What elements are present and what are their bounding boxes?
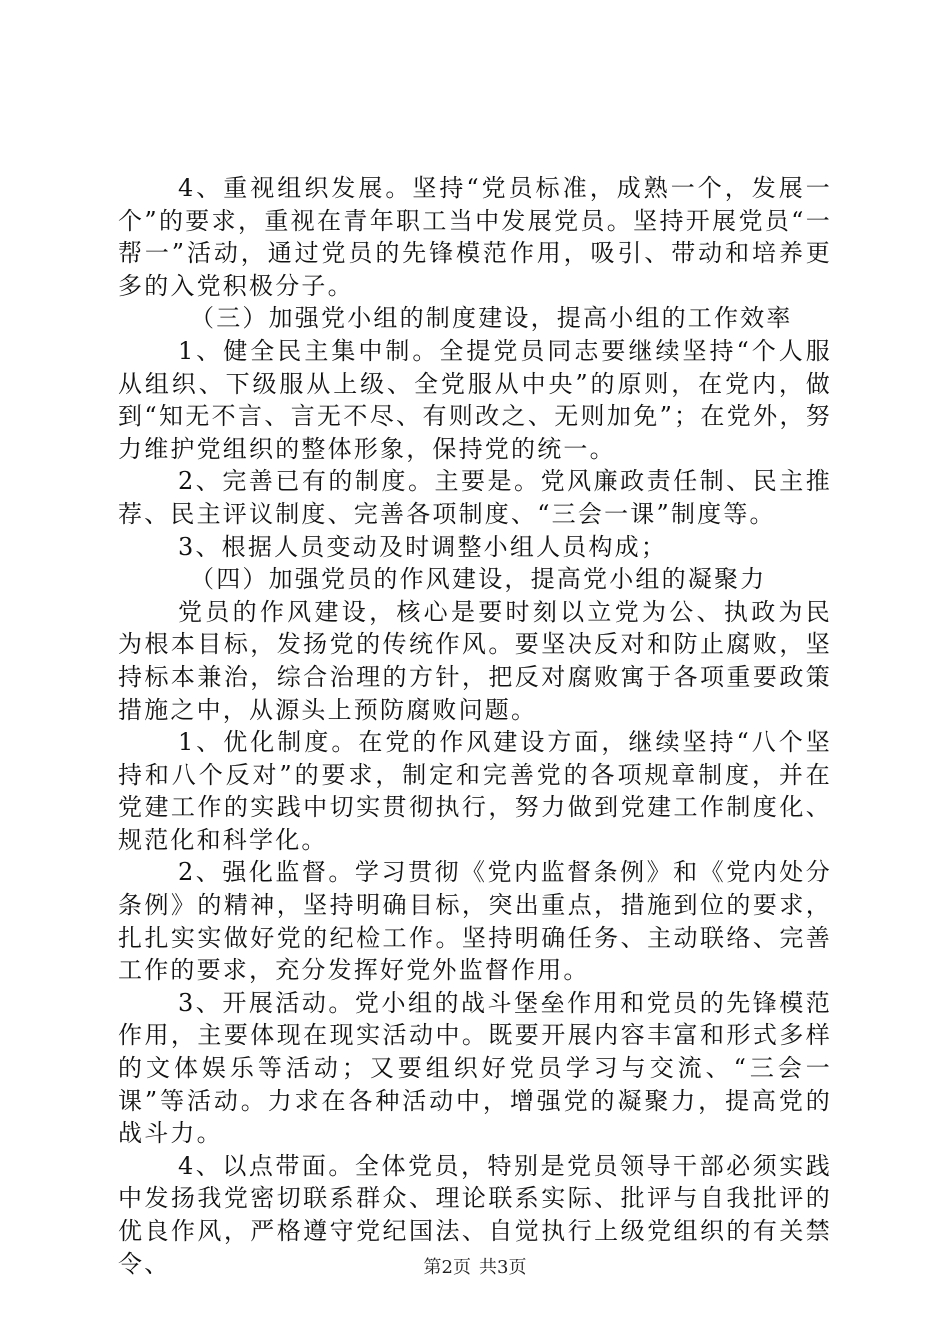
paragraph-carry-out-activities: 3、开展活动。党小组的战斗堡垒作用和党员的先锋模范作用，主要体现在现实活动中。既要开展内容丰富和形式多样的文体娱乐等活动；又要组织好党员学习与交流、“三会一课”等活动。力求在各种活动中，增强党的凝聚力，提高党的战斗力。 xyxy=(118,988,832,1148)
paragraph-style-building: 党员的作风建设，核心是要时刻以立党为公、执政为民为根本目标，发扬党的传统作风。要坚决反对和防止腐败，坚持标本兼治，综合治理的方针，把反对腐败寓于各项重要政策措施之中，从源头上预防腐败问题。 xyxy=(118,597,832,724)
paragraph-improve-systems: 2、完善已有的制度。主要是。党风廉政责任制、民主推荐、民主评议制度、完善各项制度、“三会一课”制度等。 xyxy=(118,467,832,528)
page-total: 共3页 xyxy=(479,1257,527,1278)
paragraph-democratic-centralism: 1、健全民主集中制。全提党员同志要继续坚持“个人服从组织、下级服从上级、全党服从中央”的原则，在党内，做到“知无不言、言无不尽、有则改之、无则加免”；在党外，努力维护党组织的整体形象，保持党的统一。 xyxy=(118,336,832,463)
paragraph-optimize-systems: 1、优化制度。在党的作风建设方面，继续坚持“八个坚持和八个反对”的要求，制定和完善党的各项规章制度，并在党建工作的实践中切实贯彻执行，努力做到党建工作制度化、规范化和科学化。 xyxy=(118,728,832,854)
section-heading-4: （四）加强党员的作风建设，提高党小组的凝聚力 xyxy=(190,565,767,594)
page-number: 第2页 xyxy=(423,1257,471,1278)
section-heading-3: （三）加强党小组的制度建设，提高小组的工作效率 xyxy=(190,304,793,333)
document-body xyxy=(118,172,832,1280)
paragraph-strengthen-supervision: 2、强化监督。学习贯彻《党内监督条例》和《党内处分条例》的精神，坚持明确目标，突出重点，措施到位的要求，扎扎实实做好党的纪检工作。坚持明确任务、主动联络、完善工作的要求，充分发挥好党外监督作用。 xyxy=(118,858,832,985)
paragraph-organization-development: 4、重视组织发展。坚持“党员标准，成熟一个，发展一个”的要求，重视在青年职工当中发展党员。坚持开展党员“一帮一”活动，通过党员的先锋模范作用，吸引、带动和培养更多的入党积极分子。 xyxy=(118,174,832,300)
paragraph-adjust-members: 3、根据人员变动及时调整小组人员构成； xyxy=(178,532,668,561)
paragraph-point-to-surface: 4、以点带面。全体党员，特别是党员领导干部必须实践中发扬我党密切联系群众、理论联系实际、批评与自我批评的优良作风，严格遵守党纪国法、自觉执行上级党组织的有关禁令、 xyxy=(118,1151,832,1278)
page-footer xyxy=(0,1256,950,1280)
